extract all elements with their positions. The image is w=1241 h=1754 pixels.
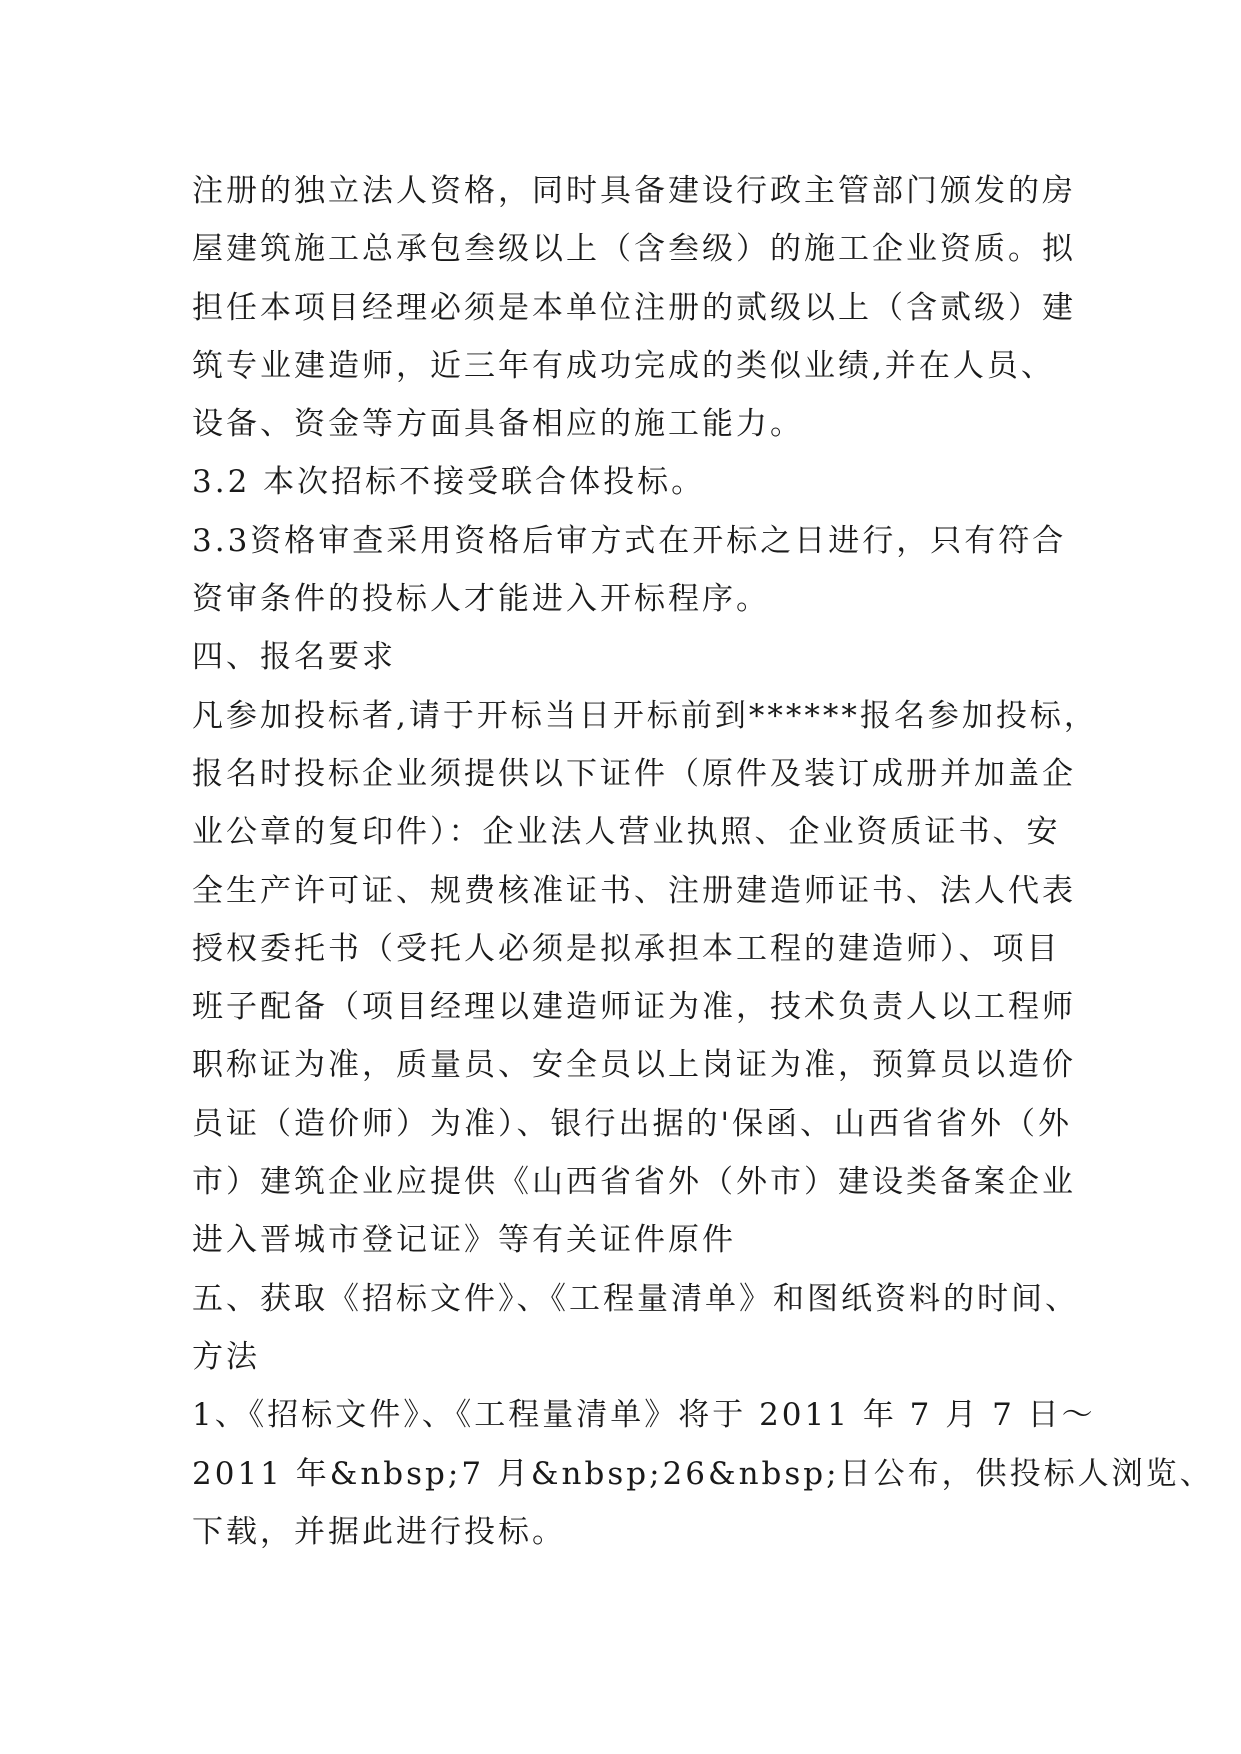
text-line: 担任本项目经理必须是本单位注册的贰级以上（含贰级）建	[192, 289, 1076, 326]
text-line: 报名时投标企业须提供以下证件（原件及装订成册并加盖企	[192, 755, 1076, 792]
text-line: 设备、资金等方面具备相应的施工能力。	[192, 406, 804, 443]
document-page	[192, 162, 1214, 1561]
text-line: 屋建筑施工总承包叁级以上（含叁级）的施工企业资质。拟	[192, 231, 1076, 268]
section-3-2-line: 3.2 本次招标不接受联合体投标。	[192, 464, 706, 501]
text-line: 资审条件的投标人才能进入开标程序。	[192, 581, 770, 618]
text-line: 全生产许可证、规费核准证书、注册建造师证书、法人代表	[192, 872, 1076, 909]
text-line: 下载，并据此进行投标。	[192, 1513, 566, 1550]
text-line: 授权委托书（受托人必须是拟承担本工程的建造师）、项目	[192, 930, 1061, 967]
text-line: 员证（造价师）为准）、银行出据的'保函、山西省省外（外	[192, 1105, 1073, 1142]
text-line: 凡参加投标者,请于开标当日开标前到******报名参加投标，	[192, 697, 1098, 734]
text-line: 进入晋城市登记证》等有关证件原件	[192, 1222, 736, 1259]
section-heading-documents: 五、获取《招标文件》、《工程量清单》和图纸资料的时间、	[192, 1280, 1079, 1317]
section-heading-registration: 四、报名要求	[192, 639, 396, 676]
text-line: 方法	[192, 1338, 260, 1375]
text-line: 2011 年&nbsp;7 月&nbsp;26&nbsp;日公布，供投标人浏览、	[192, 1455, 1214, 1492]
text-line: 职称证为准，质量员、安全员以上岗证为准，预算员以造价	[192, 1047, 1076, 1084]
text-line: 业公章的复印件）：企业法人营业执照、企业资质证书、安	[192, 814, 1061, 851]
text-line: 注册的独立法人资格，同时具备建设行政主管部门颁发的房	[192, 173, 1076, 209]
section-3-3-line: 3.3资格审查采用资格后审方式在开标之日进行，只有符合	[192, 522, 1067, 559]
text-line: 1、《招标文件》、《工程量清单》将于 2011 年 7 月 7 日～	[192, 1397, 1096, 1434]
text-line: 班子配备（项目经理以建造师证为准，技术负责人以工程师	[192, 989, 1076, 1026]
text-line: 市）建筑企业应提供《山西省省外（外市）建设类备案企业	[192, 1164, 1076, 1201]
text-line: 筑专业建造师，近三年有成功完成的类似业绩,并在人员、	[192, 347, 1055, 384]
